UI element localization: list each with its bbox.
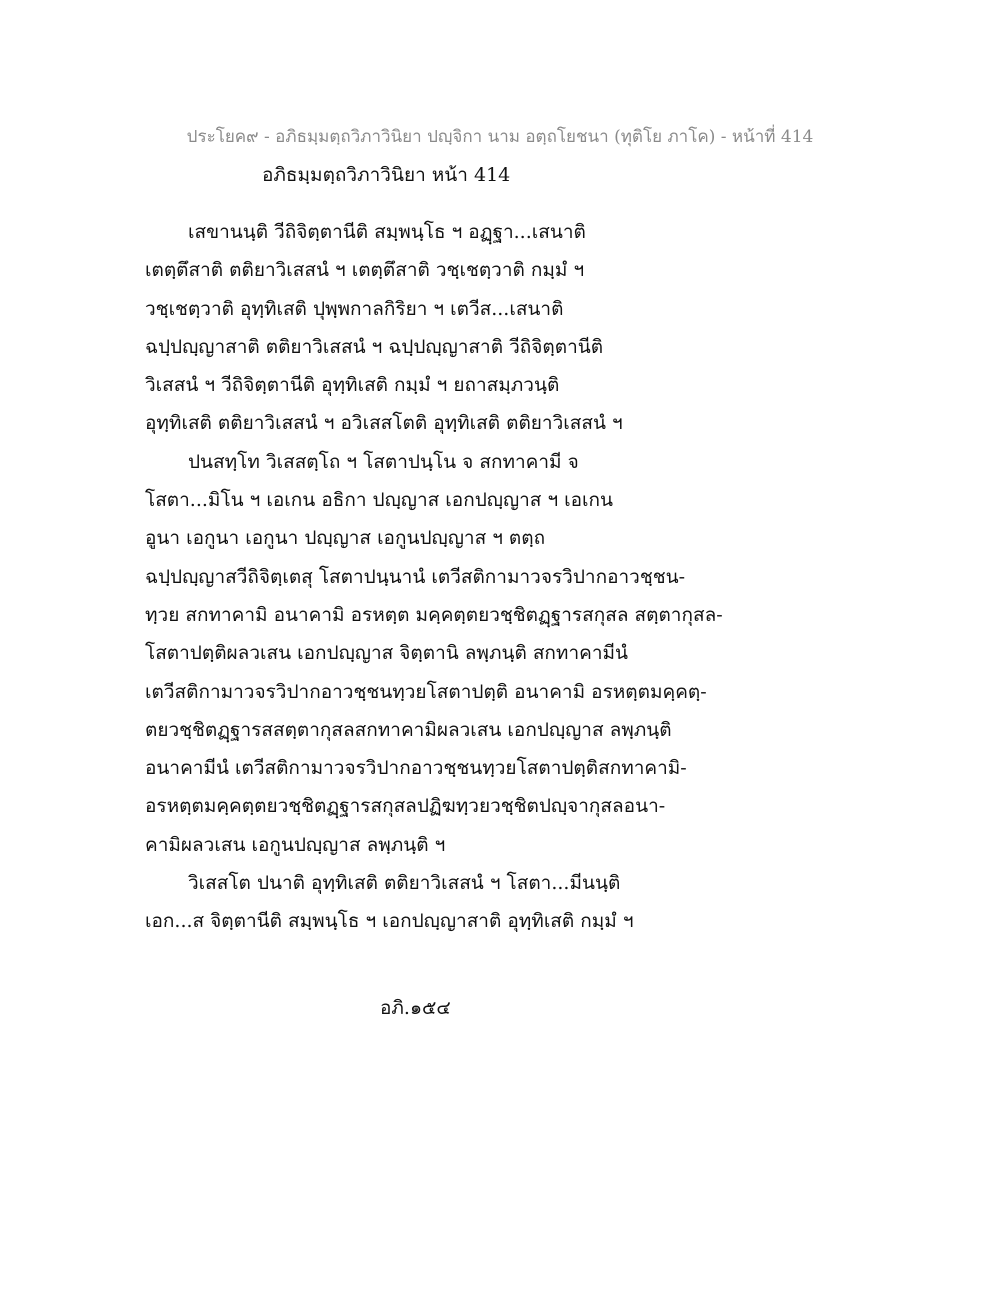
text-line: อรหตฺตมคฺคตฺตยวชฺชิตฏฺฐารสกุสลปฏิฆทฺวยวชฺชิตปญฺจากุสลอนา- xyxy=(145,795,666,818)
text-line: ฉปฺปญฺญาสวีถิจิตฺเตสุ โสตาปนฺนานํ เตวีสติกามาวจรวิปากอาวชฺชน- xyxy=(145,565,686,588)
text-line: ปนสทฺโท วิเสสตฺโถ ฯ โสตาปนฺโน จ สกทาคามี จ xyxy=(188,450,579,473)
text-line: อุทฺทิเสติ ตติยาวิเสสนํ ฯ อวิเสสโตติ อุทฺทิเสติ ตติยาวิเสสนํ ฯ xyxy=(145,412,623,435)
text-line: วชฺเชตฺวาติ อุทฺทิเสติ ปุพฺพกาลกิริยา ฯ เตวีส...เสนาติ xyxy=(145,297,564,320)
text-line: ฉปฺปญฺญาสาติ ตติยาวิเสสนํ ฯ ฉปฺปญฺญาสาติ วีถิจิตฺตานีติ xyxy=(145,335,604,358)
text-line: โสตาปตฺติผลวเสน เอกปญฺญาส จิตฺตานิ ลพฺภนฺติ สกทาคามีนํ xyxy=(145,642,629,665)
text-line: วิเสสโต ปนาติ อุทฺทิเสติ ตติยาวิเสสนํ ฯ โสตา...มีนนฺติ xyxy=(188,872,621,895)
text-line: ตยวชฺชิตฏฺฐารสสตฺตากุสลสกทาคามิผลวเสน เอกปญฺญาส ลพฺภนฺติ xyxy=(145,718,672,741)
text-line: เอก...ส จิตฺตานีติ สมฺพนฺโธ ฯ เอกปญฺญาสาติ อุทฺทิเสติ กมฺมํ ฯ xyxy=(145,910,634,933)
text-line: เสขานนฺติ วีถิจิตฺตานีติ สมฺพนฺโธ ฯ อฏฺฐา...เสนาติ xyxy=(188,221,586,243)
body-text xyxy=(145,213,865,941)
page-title: อภิธมฺมตฺถวิภาวินิยา หน้า 414 xyxy=(262,164,511,186)
text-line: อูนา เอกูนา เอกูนา ปญฺญาส เอกูนปญฺญาส ฯ ตตฺถ xyxy=(145,527,546,550)
text-line: ทฺวย สกทาคามิ อนาคามิ อรหตฺต มคฺคตฺตยวชฺชิตฏฺฐารสกุสล สตฺตากุสล- xyxy=(145,603,723,626)
text-line: อนาคามีนํ เตวีสติกามาวจรวิปากอาวชฺชนทฺวยโสตาปตฺติสกทาคามิ- xyxy=(145,757,687,780)
text-line: วิเสสนํ ฯ วีถิจิตฺตานีติ อุทฺทิเสติ กมฺมํ ฯ ยถาสมฺภวนฺติ xyxy=(145,374,560,397)
text-line: คามิผลวเสน เอกูนปญฺญาส ลพฺภนฺติ ฯ xyxy=(145,833,446,856)
text-line: โสตา...มิโน ฯ เอเกน อธิกา ปญฺญาส เอกปญฺญาส ฯ เอเกน xyxy=(145,489,614,512)
text-line: เตวีสติกามาวจรวิปากอาวชฺชนทฺวยโสตาปตฺติ อนาคามิ อรหตฺตมคฺคตฺ- xyxy=(145,680,707,703)
page-footer: อภิ.๑๕๔ xyxy=(380,997,451,1019)
running-header: ประโยค๙ - อภิธมฺมตฺถวิภาวินิยา ปญฺจิกา นาม อตฺถโยชนา (ทุติโย ภาโค) - หน้าที่ 414 xyxy=(186,127,814,147)
text-line: เตตฺตึสาติ ตติยาวิเสสนํ ฯ เตตฺตึสาติ วชฺเชตฺวาติ กมฺมํ ฯ xyxy=(145,259,585,282)
